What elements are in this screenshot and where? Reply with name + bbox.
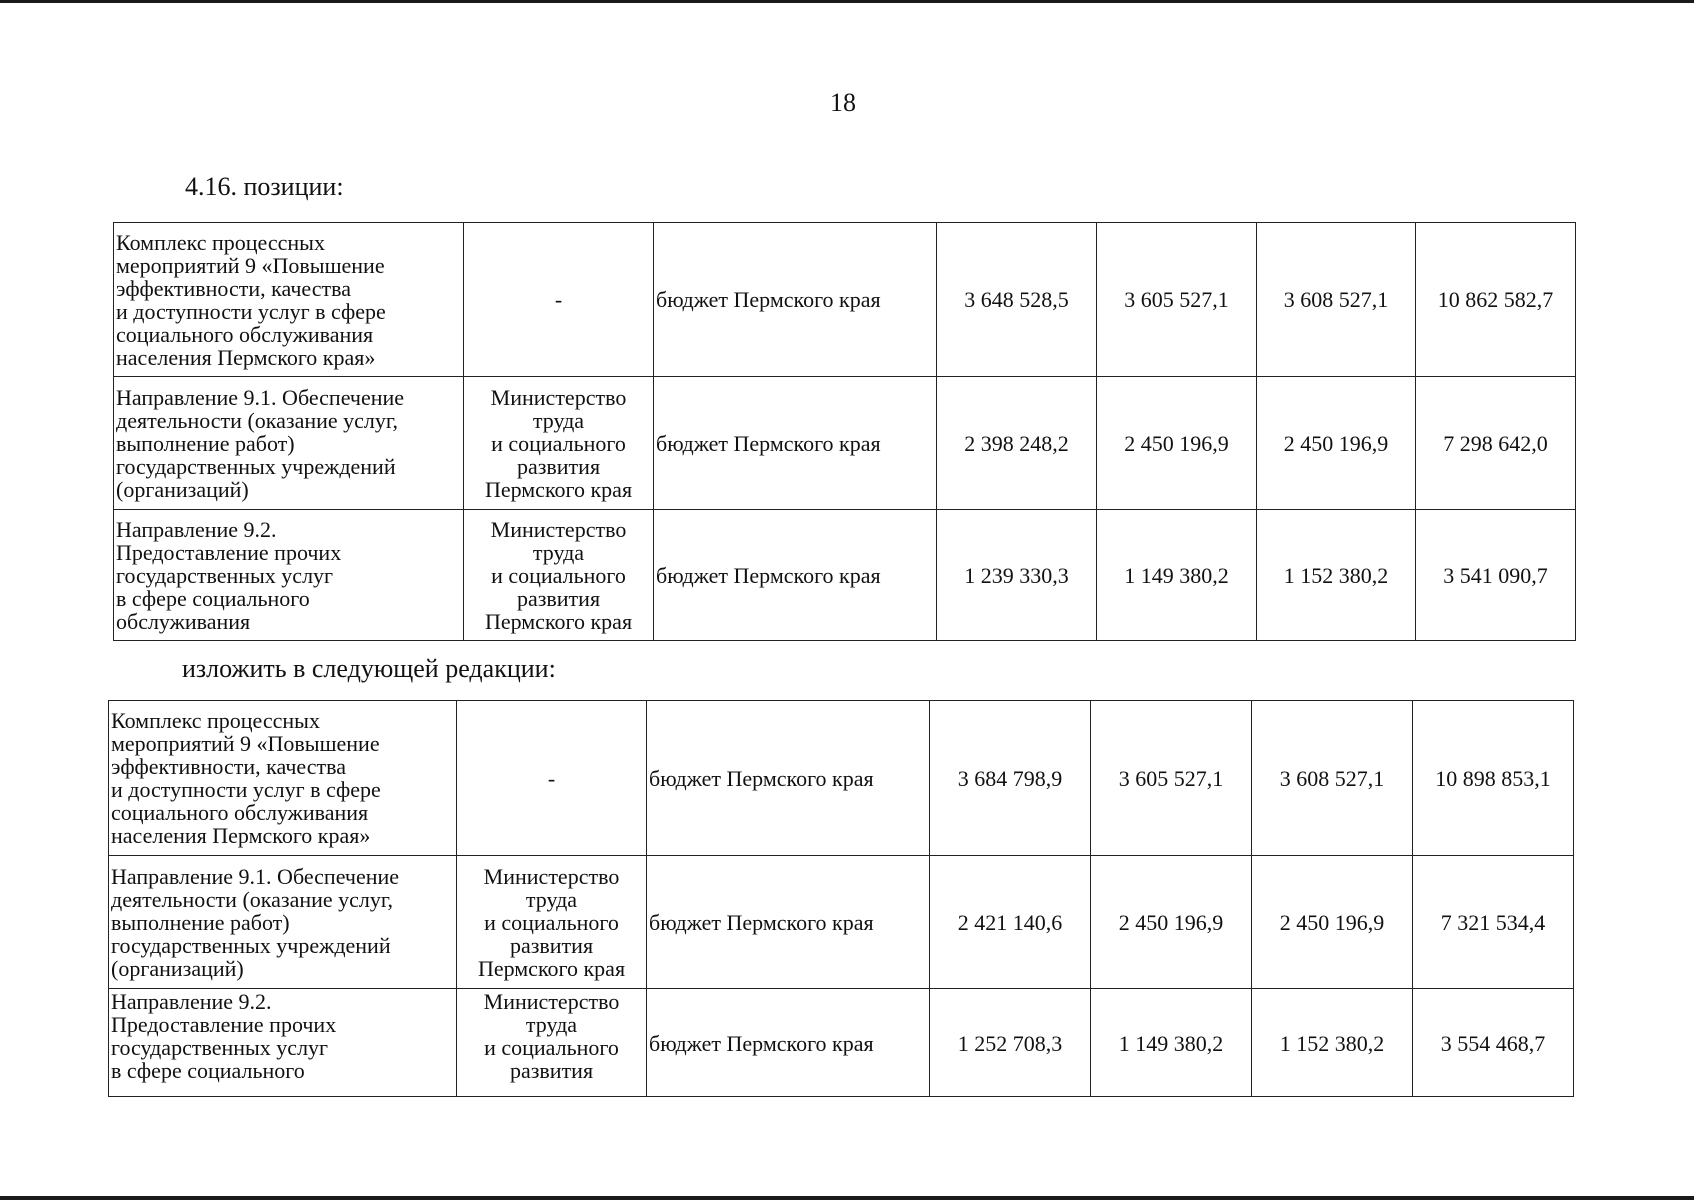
page-number: 18 — [830, 88, 856, 117]
heading-new-edition: изложить в следующей редакции: — [182, 654, 556, 683]
row-responsible: Министерство труда и социального развития — [457, 989, 647, 1097]
value-year-2: 2 450 196,9 — [1097, 377, 1257, 510]
heading-positions: 4.16. позиции: — [185, 172, 344, 201]
row-responsible: Министерство труда и социального развития Пермского края — [464, 510, 654, 641]
value-year-1: 3 648 528,5 — [937, 223, 1097, 377]
value-year-3: 1 152 380,2 — [1257, 510, 1416, 641]
value-year-1: 2 398 248,2 — [937, 377, 1097, 510]
row-source: бюджет Пермского края — [654, 510, 937, 641]
row-responsible: Министерство труда и социального развития Пермского края — [457, 856, 647, 989]
row-name: Направление 9.1. Обеспечение деятельности (оказание услуг, выполнение работ) государственных учреждений (организаций) — [109, 856, 457, 989]
value-year-3: 3 608 527,1 — [1252, 701, 1413, 856]
table-row — [109, 989, 1574, 1097]
value-total: 3 554 468,7 — [1413, 989, 1574, 1097]
row-source: бюджет Пермского края — [647, 856, 930, 989]
row-responsible: - — [464, 223, 654, 377]
table-before — [113, 222, 1576, 641]
value-year-1: 1 252 708,3 — [930, 989, 1091, 1097]
table-row — [109, 856, 1574, 989]
value-total: 10 862 582,7 — [1416, 223, 1576, 377]
row-name: Направление 9.1. Обеспечение деятельности (оказание услуг, выполнение работ) государственных учреждений (организаций) — [114, 377, 464, 510]
value-year-3: 2 450 196,9 — [1257, 377, 1416, 510]
row-source: бюджет Пермского края — [654, 377, 937, 510]
table-row — [114, 377, 1576, 510]
table-after — [108, 700, 1574, 1097]
value-total: 3 541 090,7 — [1416, 510, 1576, 641]
value-year-2: 1 149 380,2 — [1097, 510, 1257, 641]
value-year-2: 3 605 527,1 — [1097, 223, 1257, 377]
table-row — [109, 701, 1574, 856]
value-year-1: 1 239 330,3 — [937, 510, 1097, 641]
value-total: 7 321 534,4 — [1413, 856, 1574, 989]
value-year-2: 2 450 196,9 — [1091, 856, 1252, 989]
value-year-1: 3 684 798,9 — [930, 701, 1091, 856]
value-year-3: 1 152 380,2 — [1252, 989, 1413, 1097]
value-total: 10 898 853,1 — [1413, 701, 1574, 856]
row-source: бюджет Пермского края — [647, 701, 930, 856]
row-name: Комплекс процессных мероприятий 9 «Повышение эффективности, качества и доступности услуг в сфере социального обслуживания населения Пермского края» — [114, 223, 464, 377]
scan-top-edge — [0, 0, 1694, 3]
table-row — [114, 510, 1576, 641]
scan-bottom-edge — [0, 1196, 1694, 1200]
row-name: Направление 9.2. Предоставление прочих государственных услуг в сфере социального — [109, 989, 457, 1097]
row-source: бюджет Пермского края — [647, 989, 930, 1097]
row-source: бюджет Пермского края — [654, 223, 937, 377]
row-name: Комплекс процессных мероприятий 9 «Повышение эффективности, качества и доступности услуг в сфере социального обслуживания населения Пермского края» — [109, 701, 457, 856]
row-responsible: Министерство труда и социального развития Пермского края — [464, 377, 654, 510]
value-year-1: 2 421 140,6 — [930, 856, 1091, 989]
value-year-2: 3 605 527,1 — [1091, 701, 1252, 856]
row-name: Направление 9.2. Предоставление прочих государственных услуг в сфере социального обслуживания — [114, 510, 464, 641]
value-year-3: 3 608 527,1 — [1257, 223, 1416, 377]
row-responsible: - — [457, 701, 647, 856]
table-row — [114, 223, 1576, 377]
value-year-3: 2 450 196,9 — [1252, 856, 1413, 989]
value-total: 7 298 642,0 — [1416, 377, 1576, 510]
value-year-2: 1 149 380,2 — [1091, 989, 1252, 1097]
